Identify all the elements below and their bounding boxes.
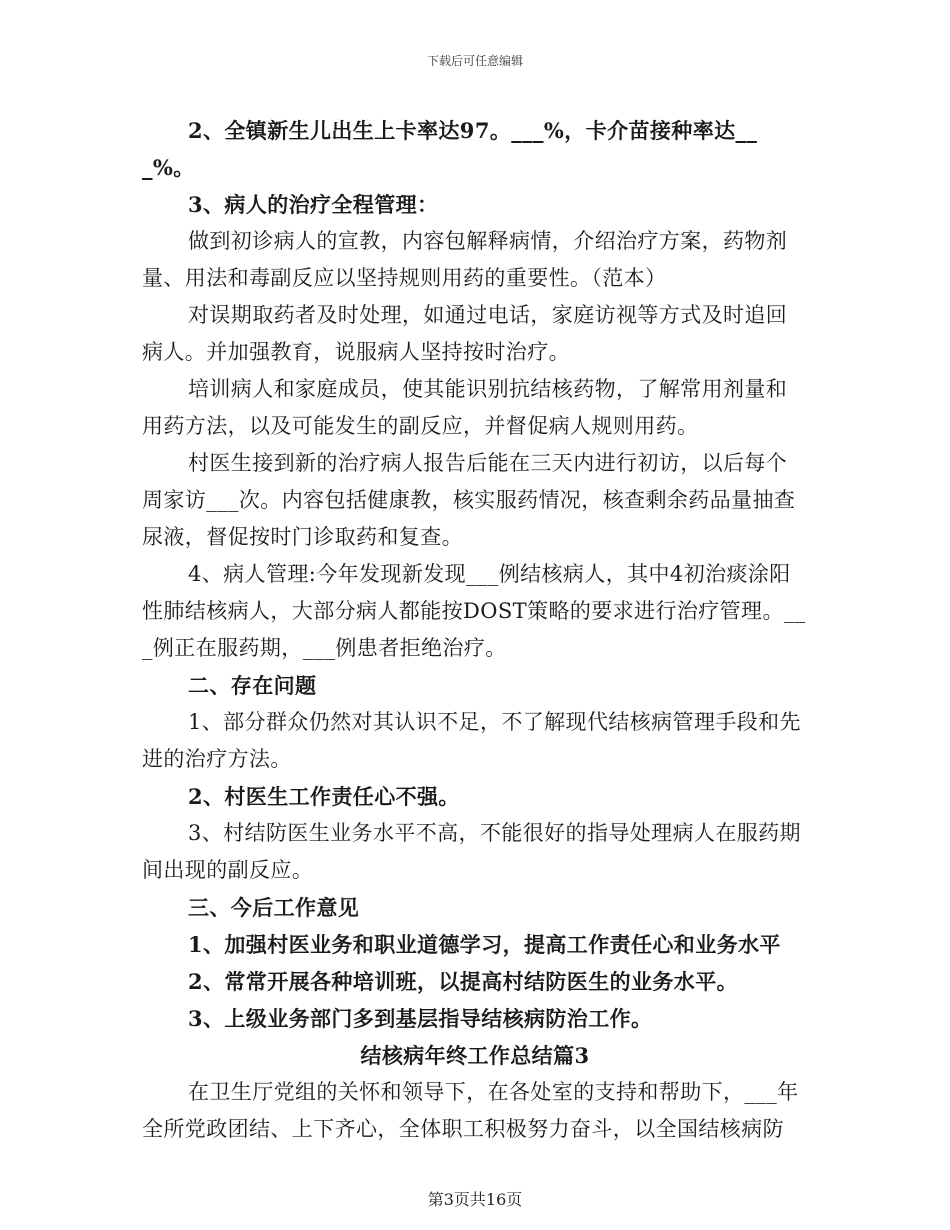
section-heading-problems: 二、存在问题 [188,673,317,698]
paragraph-missed-medication: 对误期取药者及时处理，如通过电话，家庭访视等方式及时追回病人。并加强教育，说服病人坚持按时治疗。 [142,303,788,364]
paragraph-3-heading-treatment: 3、病人的治疗全程管理： [188,192,439,217]
future-item-1: 1、加强村医业务和职业道德学习，提高工作责任心和业务水平 [188,932,781,957]
future-item-2: 2、常常开展各种培训班，以提高村结防医生的业务水平。 [188,969,739,994]
problem-item-1: 1、部分群众仍然对其认识不足，不了解现代结核病管理手段和先进的治疗方法。 [142,710,801,771]
problem-item-2: 2、村医生工作责任心不强。 [188,784,460,809]
problem-item-3: 3、村结防医生业务水平不高，不能很好的指导处理病人在服药期间出现的副反应。 [142,821,801,882]
page-header: 下载后可任意编辑 [426,54,523,68]
paragraph-initial-education: 做到初诊病人的宣教，内容包解释病情，介绍治疗方案，药物剂量、用法和毒副反应以坚持规则用药的重要性。（范本） [142,229,788,290]
article-title: 结核病年终工作总结篇3 [360,1043,590,1068]
paragraph-article-intro: 在卫生厅党组的关怀和领导下，在各处室的支持和帮助下，___年全所党政团结、上下齐心，全体职工积极努力奋斗，以全国结核病防 [142,1080,799,1141]
future-item-3: 3、上级业务部门多到基层指导结核病防治工作。 [188,1006,653,1031]
document-body [142,112,808,1148]
paragraph-4-patient-management: 4、病人管理:今年发现新发现___例结核病人，其中4初治痰涂阳性肺结核病人，大部分病人都能按DOST策略的要求进行治疗管理。___例正在服药期，___例患者拒绝治疗。 [142,562,806,660]
section-heading-future-work: 三、今后工作意见 [188,895,360,920]
paragraph-2-card-rate: 2、全镇新生儿出生上卡率达97。___%，卡介苗接种率达___%。 [142,118,758,180]
paragraph-village-doctor-visit: 村医生接到新的治疗病人报告后能在三天内进行初访，以后每个周家访___次。内容包括健康教，核实服药情况，核查剩余药品量抽查尿液，督促按时门诊取药和复查。 [142,451,796,549]
page-number: 第3页共16页 [427,1190,523,1209]
paragraph-training-family: 培训病人和家庭成员，使其能识别抗结核药物，了解常用剂量和用药方法，以及可能发生的副反应，并督促病人规则用药。 [142,377,788,438]
